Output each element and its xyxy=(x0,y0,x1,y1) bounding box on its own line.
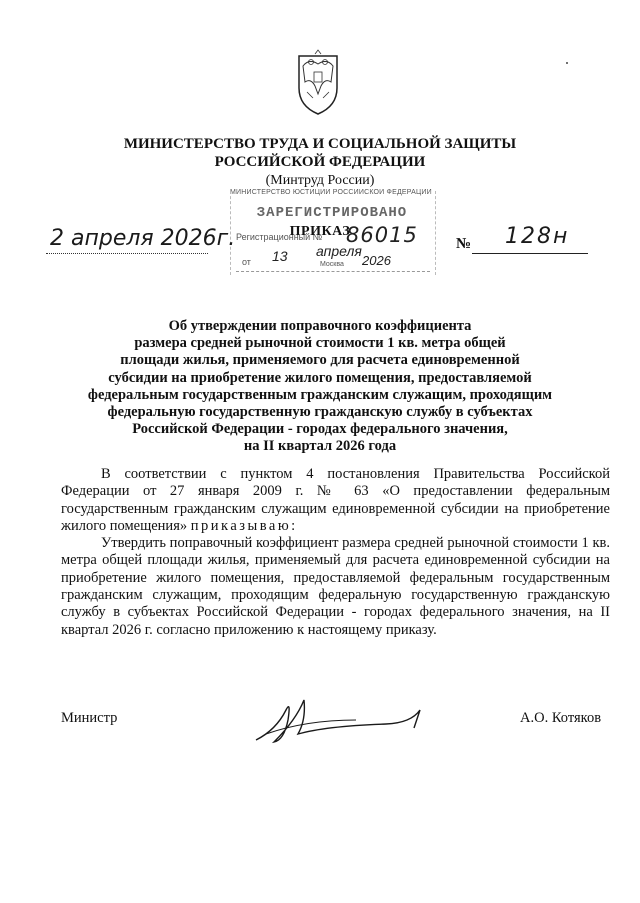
stamp-org: МИНИСТЕРСТВО ЮСТИЦИИ РОССИЙСКОЙ ФЕДЕРАЦИИ xyxy=(230,189,432,196)
title-line: Российской Федерации - городах федерального значения, xyxy=(132,421,508,438)
title-line: площади жилья, применяемого для расчета единовременной xyxy=(120,352,520,369)
order-number-line xyxy=(472,253,588,254)
signer-name: А.О. Котяков xyxy=(520,710,602,726)
stamp-date-line xyxy=(236,271,430,272)
document-type: ПРИКАЗ xyxy=(289,224,351,239)
order-body xyxy=(61,466,610,639)
stamp-day: 13 xyxy=(272,248,288,264)
title-line: размера средней рыночной стоимости 1 кв. метра общей xyxy=(134,335,506,352)
ministry-name-line1: МИНИСТЕРСТВО ТРУДА И СОЦИАЛЬНОЙ ЗАЩИТЫ xyxy=(123,136,517,152)
body-paragraph-decision: Утвердить поправочный коэффициент размера средней рыночной стоимости 1 кв. метра общей площади жилья, применяемый для расчета единовременной субсидии на приобретение жилого помещения, предоставляемой федеральным государственным гражданским служащим, проходящим федеральную государственную гражданскую службу в субъектах Российской Федерации - городах федерального значения, на II квартал 2026 г. согласно приложению к настоящему приказу. xyxy=(61,535,610,638)
coat-of-arms-icon xyxy=(289,48,347,116)
stamp-from-label: от xyxy=(242,257,251,267)
body-paragraph-preamble xyxy=(61,466,610,535)
order-word: приказываю: xyxy=(190,517,298,534)
stamp-registered: ЗАРЕГИСТРИРОВАНО xyxy=(256,205,408,221)
title-line: федеральную государственную гражданскую службу в субъектах xyxy=(107,404,533,421)
stamp-year: 2026 xyxy=(362,253,391,268)
speck xyxy=(566,62,568,64)
signer-position: Министр xyxy=(61,710,118,726)
title-line: федеральным государственным гражданским служащим, проходящим xyxy=(87,386,553,403)
order-title xyxy=(70,318,570,456)
title-line: Об утверждении поправочного коэффициента xyxy=(168,318,472,334)
title-line: на II квартал 2026 года xyxy=(243,438,397,455)
preamble-text: В соответствии с пунктом 4 постановления Правительства Российской Федерации от 27 января 2009 г. № 63 «О предоставлении федеральным государственным гражданским служащим единовременной субсидии на приобретение жилого помещения» xyxy=(61,466,610,534)
ministry-name-line2: РОССИЙСКОЙ ФЕДЕРАЦИИ xyxy=(214,154,426,170)
order-number: 128н xyxy=(505,224,570,249)
order-date-line xyxy=(46,253,208,254)
ministry-short-name: (Минтруд России) xyxy=(265,173,375,188)
stamp-month: апреля xyxy=(316,243,362,259)
order-number-sign: № xyxy=(456,236,472,252)
handwritten-signature xyxy=(236,690,436,750)
stamp-reg-number: 86015 xyxy=(346,223,418,247)
stamp-city: Москва xyxy=(320,261,344,268)
order-date: 2 апреля 2026г. xyxy=(50,226,236,251)
stamp-reg-label: Регистрационный № xyxy=(236,232,323,242)
title-line: субсидии на приобретение жилого помещения, предоставляемой xyxy=(108,369,532,386)
